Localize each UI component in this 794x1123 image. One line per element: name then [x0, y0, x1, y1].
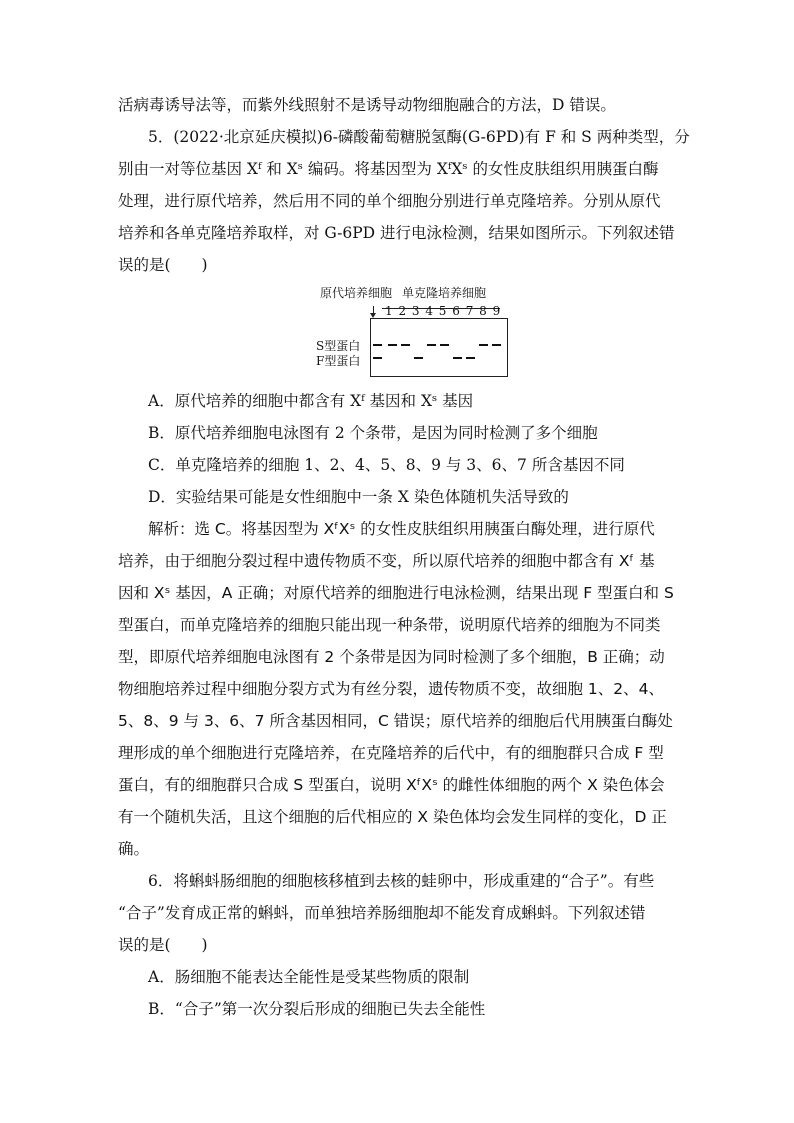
- label-clone-culture: 单克隆培养细胞: [402, 286, 487, 300]
- band-s-8: [479, 344, 488, 346]
- option-5d: D．实验结果可能是女性细胞中一条 X 染色体随机失活导致的: [148, 488, 569, 506]
- text-line: 培养和各单克隆培养取样，对 G-6PD 进行电泳检测，结果如图所示。下列叙述错: [118, 224, 675, 242]
- analysis-line: 解析：选 C。将基因型为 XᶠXˢ 的女性皮肤组织用胰蛋白酶处理，进行原代: [148, 520, 655, 538]
- text-line: 误的是( ): [118, 256, 208, 274]
- label-f-protein: F型蛋白: [316, 354, 361, 368]
- analysis-line: 确。: [118, 840, 150, 858]
- question-6-stem: 6．将蝌蚪肠细胞的细胞核移植到去核的蛙卵中，形成重建的“合子”。有些: [148, 872, 655, 890]
- analysis-line: 理形成的单个细胞进行克隆培养，在克隆培养的后代中，有的细胞群只合成 F 型: [118, 744, 664, 762]
- analysis-line: 型蛋白，而单克隆培养的细胞只能出现一种条带，说明原代培养的细胞为不同类: [118, 616, 661, 634]
- analysis-line: 5、8、9 与 3、6、7 所含基因相同，C 错误；原代培养的细胞后代用胰蛋白酶处: [118, 712, 673, 730]
- question-5-stem: 5．(2022·北京延庆模拟)6-磷酸葡萄糖脱氢酶(G-6PD)有 F 和 S 两种类型，分: [148, 128, 690, 146]
- option-6a: A．肠细胞不能表达全能性是受某些物质的限制: [148, 968, 470, 986]
- band-f-6: [453, 357, 462, 359]
- analysis-line: 培养，由于细胞分裂过程中遗传物质不变，所以原代培养的细胞中都含有 Xᶠ 基: [118, 552, 655, 570]
- analysis-line: 因和 Xˢ 基因，A 正确；对原代培养的细胞进行电泳检测，结果出现 F 型蛋白和 S: [118, 584, 674, 602]
- option-5c: C．单克隆培养的细胞 1、2、4、5、8、9 与 3、6、7 所含基因不同: [148, 456, 625, 474]
- text-line: “合子”发育成正常的蝌蚪，而单独培养肠细胞却不能发育成蝌蚪。下列叙述错: [118, 904, 646, 922]
- analysis-line: 物细胞培养过程中细胞分裂方式为有丝分裂，遗传物质不变，故细胞 1、2、4、: [118, 680, 665, 698]
- lane-numbers: 1 2 3 4 5 6 7 8 9: [385, 304, 502, 318]
- band-s-9: [492, 344, 501, 346]
- label-primary-culture: 原代培养细胞: [320, 286, 393, 300]
- option-5b: B．原代培养细胞电泳图有 2 个条带，是因为同时检测了多个细胞: [148, 424, 598, 442]
- text-line: 误的是( ): [118, 936, 208, 954]
- label-s-protein: S型蛋白: [316, 339, 361, 353]
- text-line: 别由一对等位基因 Xᶠ 和 Xˢ 编码。将基因型为 XᶠXˢ 的女性皮肤组织用胰蛋白酶: [118, 160, 659, 178]
- band-s-4: [427, 344, 436, 346]
- gel-box: [370, 318, 508, 377]
- band-f-7: [466, 357, 475, 359]
- band-s-primary: [373, 344, 382, 346]
- analysis-line: 有一个随机失活，且这个细胞的后代相应的 X 染色体均会发生同样的变化，D 正: [118, 808, 667, 826]
- band-s-1: [388, 344, 397, 346]
- text-line: 处理，进行原代培养，然后用不同的单个细胞分别进行单克隆培养。分别从原代: [118, 192, 661, 210]
- option-5a: A．原代培养的细胞中都含有 Xᶠ 基因和 Xˢ 基因: [148, 392, 474, 410]
- band-f-3: [414, 357, 423, 359]
- analysis-line: 型，即原代培养细胞电泳图有 2 个条带是因为同时检测了多个细胞，B 正确；动: [118, 648, 665, 666]
- electrophoresis-figure: [310, 282, 510, 382]
- option-6b: B．“合子”第一次分裂后形成的细胞已失去全能性: [148, 1000, 486, 1018]
- band-s-5: [440, 344, 449, 346]
- band-f-primary: [373, 357, 382, 359]
- text-line: 活病毒诱导法等，而紫外线照射不是诱导动物细胞融合的方法，D 错误。: [118, 96, 616, 114]
- analysis-line: 蛋白，有的细胞群只合成 S 型蛋白，说明 XᶠXˢ 的雌性体细胞的两个 X 染色体会: [118, 776, 665, 794]
- band-s-2: [401, 344, 410, 346]
